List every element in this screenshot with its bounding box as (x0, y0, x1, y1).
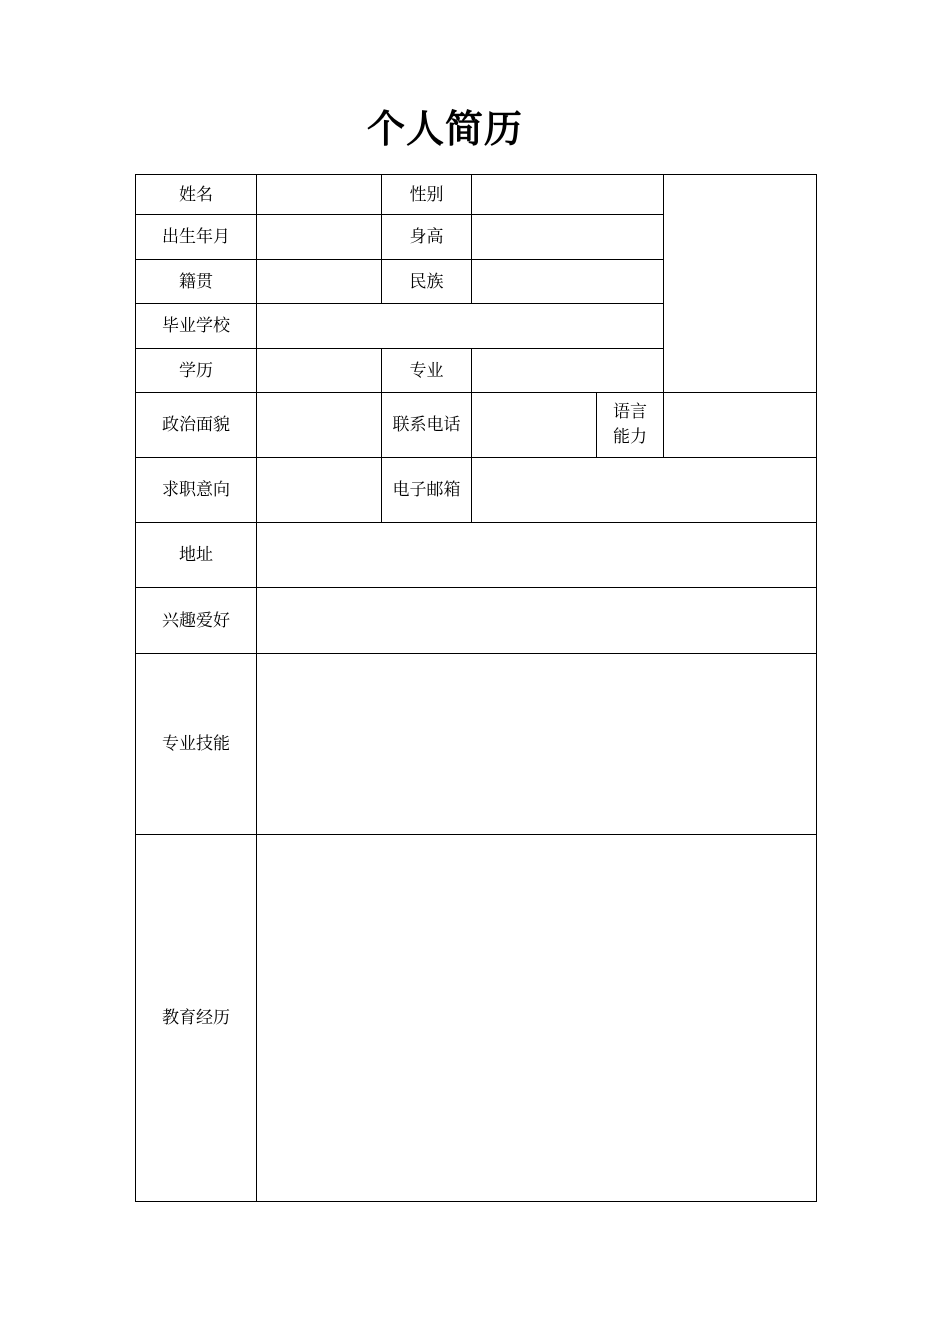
height-field[interactable] (472, 215, 664, 260)
name-label: 姓名 (136, 175, 257, 215)
skills-field[interactable] (257, 654, 817, 835)
school-label: 毕业学校 (136, 304, 257, 349)
height-label: 身高 (382, 215, 472, 260)
ethnicity-field[interactable] (472, 260, 664, 304)
language-label-cell (597, 393, 664, 458)
gender-label: 性别 (382, 175, 472, 215)
birth-field[interactable] (257, 215, 382, 260)
photo-box[interactable] (664, 175, 817, 393)
hobbies-field[interactable] (257, 588, 817, 654)
education-history-label: 教育经历 (136, 835, 257, 1202)
education-field[interactable] (257, 349, 382, 393)
education-history-field[interactable] (257, 835, 817, 1202)
address-label: 地址 (136, 523, 257, 588)
email-field[interactable] (472, 458, 817, 523)
political-status-field[interactable] (257, 393, 382, 458)
native-place-field[interactable] (257, 260, 382, 304)
ethnicity-label: 民族 (382, 260, 472, 304)
language-field[interactable] (664, 393, 817, 458)
page-title: 个人简历 (366, 107, 523, 151)
address-field[interactable] (257, 523, 817, 588)
phone-label: 联系电话 (382, 393, 472, 458)
job-intention-field[interactable] (257, 458, 382, 523)
name-field[interactable] (257, 175, 382, 215)
political-status-label: 政治面貌 (136, 393, 257, 458)
job-intention-label: 求职意向 (136, 458, 257, 523)
phone-field[interactable] (472, 393, 597, 458)
email-label: 电子邮箱 (382, 458, 472, 523)
major-field[interactable] (472, 349, 664, 393)
resume-table (135, 174, 817, 1202)
gender-field[interactable] (472, 175, 664, 215)
education-label: 学历 (136, 349, 257, 393)
hobbies-label: 兴趣爱好 (136, 588, 257, 654)
school-field[interactable] (257, 304, 664, 349)
native-place-label: 籍贯 (136, 260, 257, 304)
major-label: 专业 (382, 349, 472, 393)
language-label: 语言能力 (613, 402, 647, 447)
birth-label: 出生年月 (136, 215, 257, 260)
skills-label: 专业技能 (136, 654, 257, 835)
